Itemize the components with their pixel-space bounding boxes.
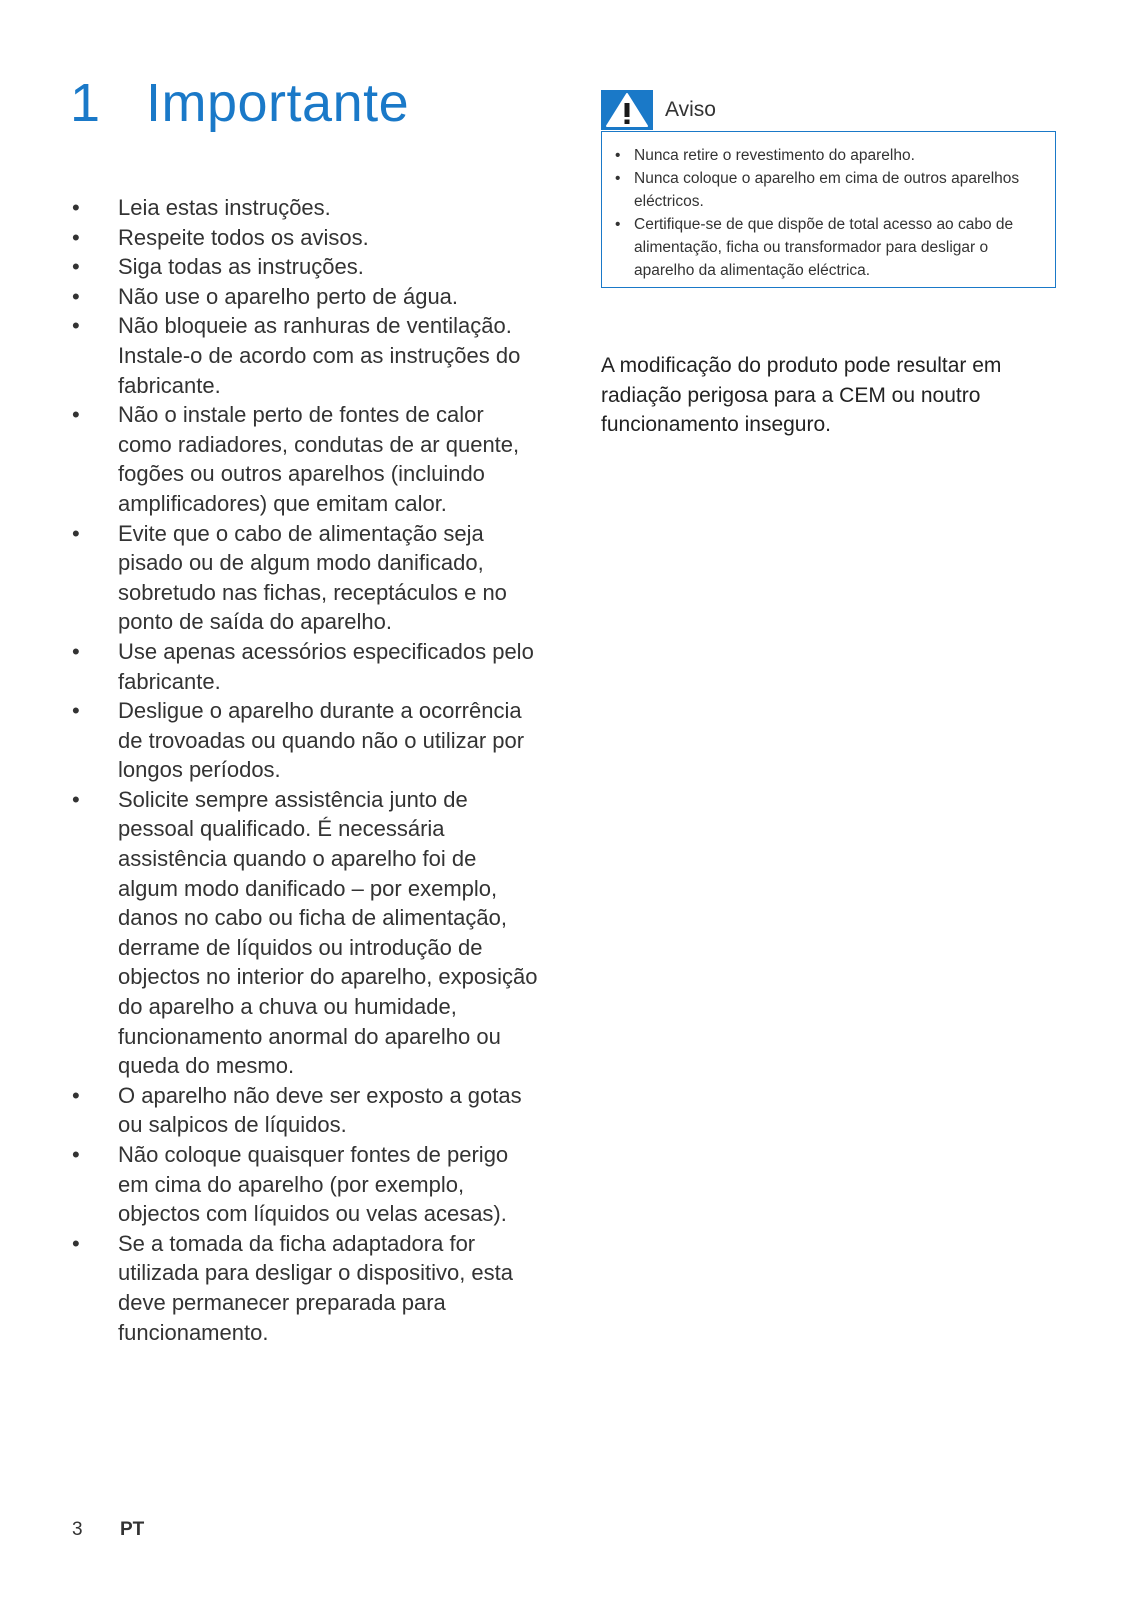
- page-footer: [72, 1519, 144, 1541]
- warning-item: • Nunca retire o revestimento do aparelho.: [634, 144, 1041, 167]
- page-number: 3: [72, 1519, 83, 1540]
- warning-box: [601, 131, 1056, 288]
- list-item: • Não use o aparelho perto de água.: [70, 282, 540, 312]
- list-item: • Não coloque quaisquer fontes de perigo em cima do aparelho (por exemplo, objectos com líquidos ou velas acesas).: [70, 1140, 540, 1229]
- list-item: • Respeite todos os avisos.: [70, 223, 540, 253]
- list-item: • Use apenas acessórios especificados pelo fabricante.: [70, 637, 540, 696]
- chapter-title-text: Importante: [146, 73, 410, 133]
- emc-note: A modificação do produto pode resultar em radiação perigosa para a CEM ou noutro funcionamento inseguro.: [601, 354, 1002, 436]
- list-item: • Não o instale perto de fontes de calor como radiadores, condutas de ar quente, fogões ou outros aparelhos (incluindo amplificadores) que emitam calor.: [70, 400, 540, 518]
- list-item: • Evite que o cabo de alimentação seja pisado ou de algum modo danificado, sobretudo nas fichas, receptáculos e no ponto de saída do aparelho.: [70, 519, 540, 637]
- warning-header: [601, 90, 716, 130]
- language-code: PT: [120, 1519, 145, 1540]
- list-item: • Siga todas as instruções.: [70, 252, 540, 282]
- warning-title: Aviso: [665, 98, 716, 121]
- list-item: • Leia estas instruções.: [70, 193, 540, 223]
- list-item: • O aparelho não deve ser exposto a gotas ou salpicos de líquidos.: [70, 1081, 540, 1140]
- warning-item: • Nunca coloque o aparelho em cima de outros aparelhos eléctricos.: [634, 167, 1041, 213]
- warning-item: • Certifique-se de que dispõe de total acesso ao cabo de alimentação, ficha ou transformador para desligar o aparelho da alimentação eléctrica.: [634, 213, 1041, 282]
- safety-instructions-list: [70, 193, 540, 1347]
- warning-list: [602, 132, 1055, 282]
- list-item: • Solicite sempre assistência junto de pessoal qualificado. É necessária assistência quando o aparelho foi de algum modo danificado – por exemplo, danos no cabo ou ficha de alimentação, derrame de líquidos ou introdução de objectos no interior do aparelho, exposição do aparelho a chuva ou humidade, funcionamento anormal do aparelho ou queda do mesmo.: [70, 785, 540, 1081]
- list-item: • Desligue o aparelho durante a ocorrência de trovoadas ou quando não o utilizar por longos períodos.: [70, 696, 540, 785]
- warning-triangle-icon: [601, 90, 653, 130]
- chapter-title: [70, 72, 409, 134]
- list-item: • Se a tomada da ficha adaptadora for utilizada para desligar o dispositivo, esta deve permanecer preparada para funcionamento.: [70, 1229, 540, 1347]
- chapter-number: 1: [70, 73, 101, 133]
- list-item: • Não bloqueie as ranhuras de ventilação. Instale-o de acordo com as instruções do fabricante.: [70, 311, 540, 400]
